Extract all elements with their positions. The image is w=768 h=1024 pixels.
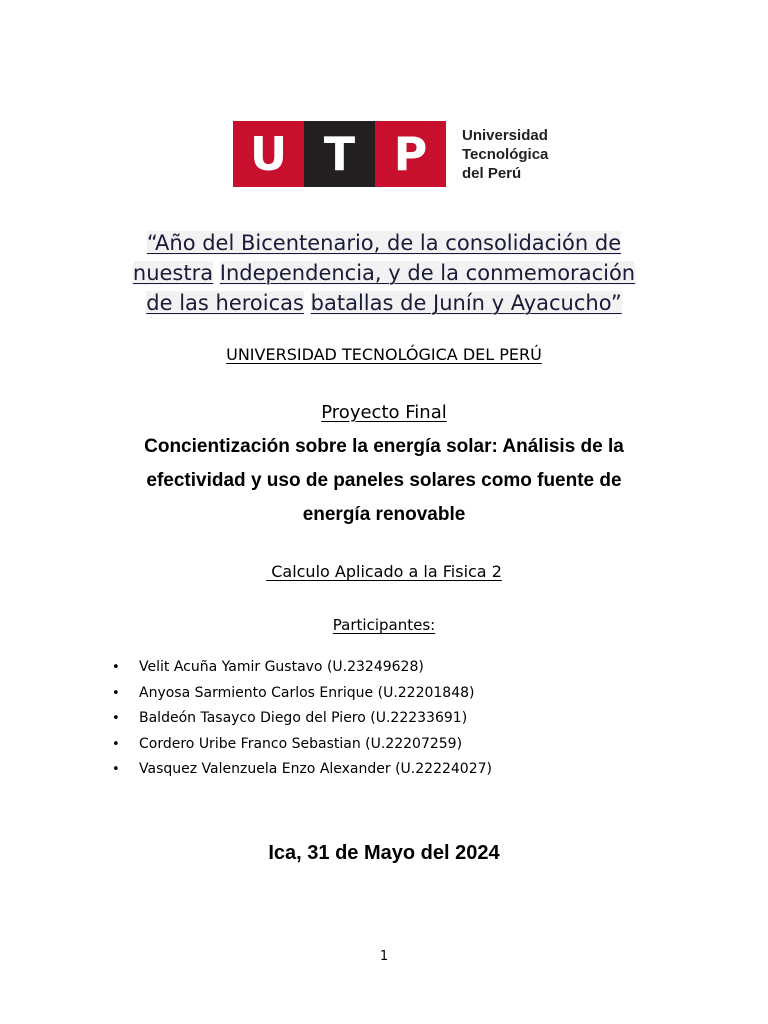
- course-name: Calculo Aplicado a la Fisica 2: [266, 562, 502, 581]
- bullet-icon: •: [112, 736, 120, 752]
- list-item: [112, 757, 492, 783]
- page-number: 1: [379, 949, 389, 964]
- utp-logo: [233, 121, 548, 187]
- motto-segment-5: batallas de Junín y Ayacucho”: [310, 291, 622, 315]
- bullet-icon: •: [112, 711, 120, 726]
- participant-name: Anyosa Sarmiento Carlos Enrique (U.22201848): [139, 684, 475, 701]
- logo-blocks: [233, 121, 446, 187]
- logo-line-2: Tecnológica: [462, 145, 549, 163]
- bullet-icon: •: [112, 685, 120, 701]
- participant-name: Velit Acuña Yamir Gustavo (U.23249628): [139, 659, 424, 675]
- list-item: [112, 655, 492, 681]
- document-date: Ica, 31 de Mayo del 2024: [268, 842, 500, 864]
- participant-name: Baldeón Tasayco Diego del Piero (U.22233691): [139, 710, 468, 726]
- project-title: Concientización sobre la energía solar: Análisis de la efectividad y uso de paneles solares como fuente de energía renovable: [144, 436, 624, 525]
- participants-label: Participantes:: [332, 616, 436, 634]
- participant-name: Vasquez Valenzuela Enzo Alexander (U.22224027): [139, 761, 492, 777]
- list-item: [112, 732, 492, 758]
- participants-list: [112, 655, 492, 783]
- logo-line-3: del Perú: [462, 164, 522, 182]
- logo-line-1: Universidad: [462, 126, 548, 144]
- list-item: [112, 706, 492, 732]
- motto-segment-1: “Año del Bicentenario, de la consolidación de: [146, 231, 622, 255]
- logo-letter-t: T: [304, 121, 375, 187]
- motto-segment-4: de las heroicas: [146, 291, 304, 315]
- motto-segment-2: nuestra: [132, 261, 214, 285]
- year-motto: [0, 228, 768, 318]
- university-name: UNIVERSIDAD TECNOLÓGICA DEL PERÚ: [226, 345, 542, 364]
- logo-wordmark: [462, 126, 548, 183]
- logo-letter-p: P: [375, 121, 446, 187]
- logo-letter-u: U: [233, 121, 304, 187]
- bullet-icon: •: [112, 762, 120, 777]
- list-item: [112, 681, 492, 707]
- bullet-icon: •: [112, 660, 120, 675]
- project-label: Proyecto Final: [321, 402, 447, 423]
- participant-name: Cordero Uribe Franco Sebastian (U.22207259): [139, 735, 463, 752]
- motto-segment-3: Independencia, y de la conmemoración: [219, 261, 636, 285]
